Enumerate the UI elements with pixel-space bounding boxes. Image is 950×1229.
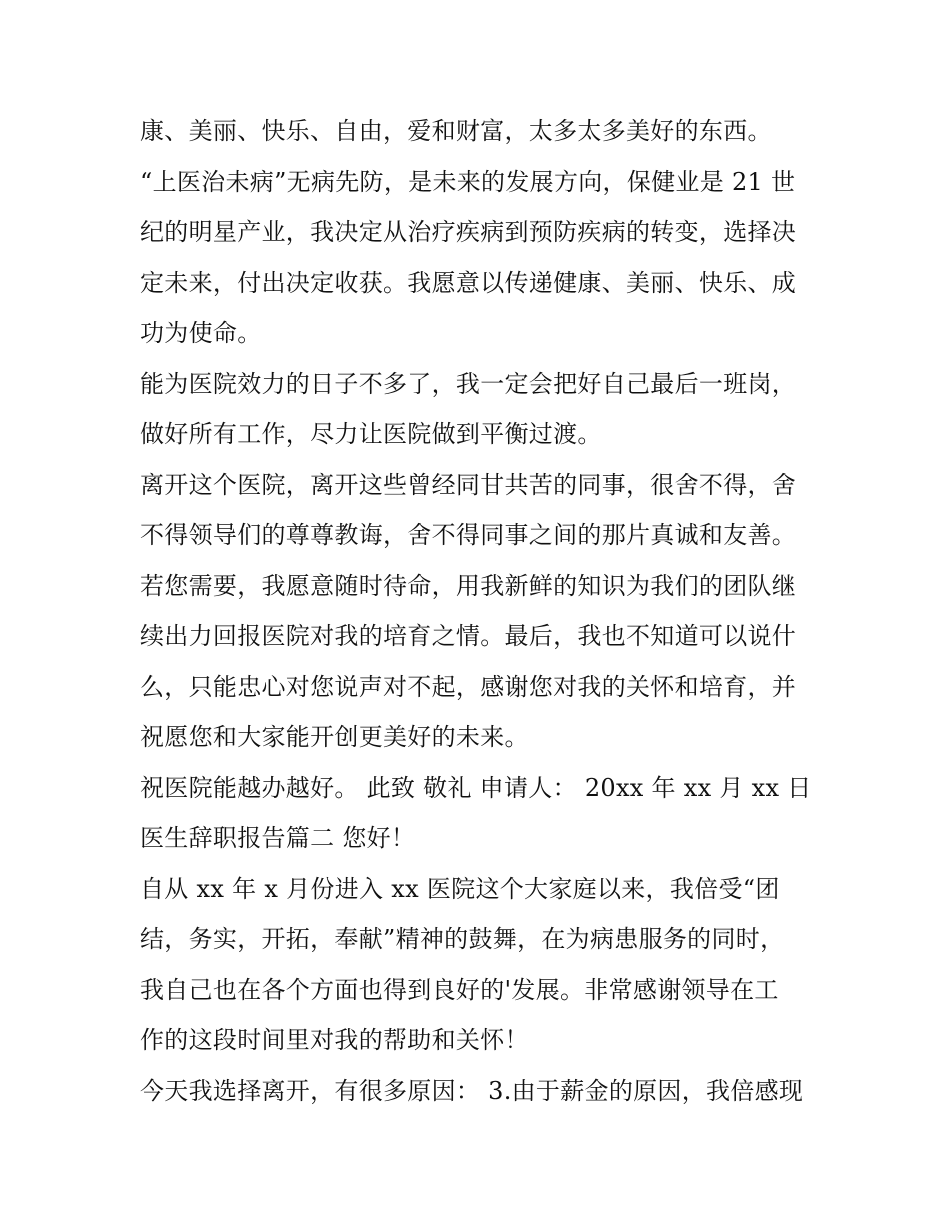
text-line: 医生辞职报告篇二 您好！: [140, 824, 416, 852]
text-line: 做好所有工作，尽力让医院做到平衡过渡。: [140, 420, 602, 448]
text-line: 不得领导们的尊尊教诲，舍不得同事之间的那片真诚和友善。: [140, 521, 797, 549]
text-line: 祝医院能越办越好。 此致 敬礼 申请人： 20xx 年 xx 月 xx 日: [140, 773, 812, 802]
text-line: 祝愿您和大家能开创更美好的未来。: [140, 723, 529, 751]
text-line: 离开这个医院，离开这些曾经同甘共苦的同事，很舍不得，舍: [140, 470, 797, 499]
text-line: 若您需要，我愿意随时待命，用我新鲜的知识为我们的团队继: [140, 571, 797, 600]
text-line: 么，只能忠心对您说声对不起，感谢您对我的关怀和培育，并: [140, 672, 797, 701]
text-line: “上医治未病”无病先防，是未来的发展方向，保健业是 21 世: [140, 167, 796, 196]
text-line: 定未来，付出决定收获。我愿意以传递健康、美丽、快乐、成: [140, 268, 797, 297]
text-line: 纪的明星产业，我决定从治疗疾病到预防疾病的转变，选择决: [140, 218, 797, 246]
text-line: 续出力回报医院对我的培育之情。最后，我也不知道可以说什: [140, 622, 797, 650]
text-line: 能为医院效力的日子不多了，我一定会把好自己最后一班岗，: [140, 369, 797, 398]
document-body: [140, 106, 820, 1116]
text-line: 作的这段时间里对我的帮助和关怀！: [140, 1026, 529, 1054]
text-line: 功为使命。: [140, 319, 262, 347]
text-line: 自从 xx 年 x 月份进入 xx 医院这个大家庭以来，我倍受“团: [140, 874, 780, 903]
text-line: 结，务实，开拓，奉献”精神的鼓舞，在为病患服务的同时，: [140, 925, 785, 953]
text-line: 我自己也在各个方面也得到良好的'发展。非常感谢领导在工: [140, 975, 779, 1004]
text-line: 康、美丽、快乐、自由，爱和财富，太多太多美好的东西。: [140, 117, 772, 145]
text-line: 今天我选择离开，有很多原因： 3.由于薪金的原因，我倍感现: [140, 1076, 804, 1105]
